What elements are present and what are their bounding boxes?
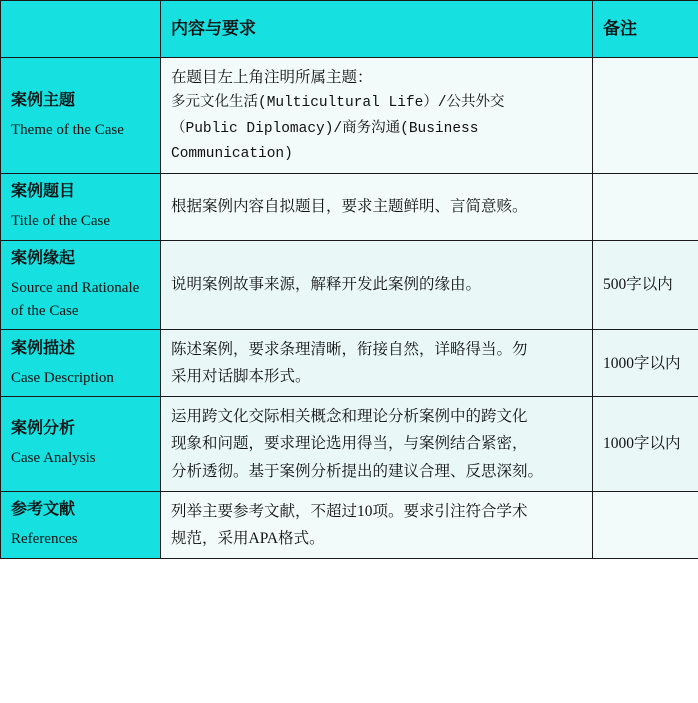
content-line: 在题目左上角注明所属主题： <box>171 69 373 86</box>
label-en: Title of the Case <box>11 213 111 230</box>
content-line: Communication) <box>171 145 293 162</box>
row-content-analysis <box>161 397 593 491</box>
label-cn: 案例主题 <box>11 92 76 109</box>
label-cn: 案例缘起 <box>11 249 76 267</box>
row-note-references <box>593 491 698 558</box>
row-note-description: 1000字以内 <box>593 330 698 397</box>
content-line: （Public Diplomacy)/商务沟通(Business <box>171 120 479 137</box>
row-note-title <box>593 174 698 240</box>
table-row <box>1 174 698 240</box>
header-blank-cell <box>1 1 161 58</box>
row-label-source <box>1 240 161 330</box>
content-line: 列举主要参考文献，不超过10项。要求引注符合学术 <box>171 502 528 520</box>
table-row <box>1 330 698 397</box>
row-content-description <box>161 330 593 397</box>
label-cn: 案例描述 <box>11 339 76 357</box>
table-header-row <box>1 1 698 58</box>
label-cn: 案例题目 <box>11 183 76 201</box>
label-en: Source and Rationale of the Case <box>11 279 140 319</box>
label-cn: 案例分析 <box>11 420 76 438</box>
content-line: 分析透彻。基于案例分析提出的建议合理、反思深刻。 <box>171 462 544 480</box>
row-content-source <box>161 240 593 330</box>
header-note-cell: 备注 <box>593 1 698 58</box>
table-row <box>1 397 698 491</box>
row-content-references <box>161 491 593 558</box>
row-label-theme <box>1 58 161 174</box>
row-note-theme <box>593 58 698 174</box>
content-line: 说明案例故事来源，解释开发此案例的缘由。 <box>171 276 482 294</box>
label-en: Case Description <box>11 369 114 386</box>
content-line: 根据案例内容自拟题目，要求主题鲜明、言简意赅。 <box>171 198 528 216</box>
label-en: Case Analysis <box>11 450 96 467</box>
table-row <box>1 58 698 174</box>
content-line: 规范，采用APA格式。 <box>171 529 325 547</box>
row-label-analysis <box>1 397 161 491</box>
header-content-cell: 内容与要求 <box>161 1 593 58</box>
content-line: 多元文化生活(Multicultural Life）/公共外交 <box>171 95 505 112</box>
content-line: 采用对话脚本形式。 <box>171 368 311 386</box>
content-line: 运用跨文化交际相关概念和理论分析案例中的跨文化 <box>171 408 528 426</box>
row-content-title <box>161 174 593 240</box>
row-content-theme <box>161 58 593 174</box>
table-row <box>1 240 698 330</box>
label-cn: 参考文献 <box>11 501 76 519</box>
table-row <box>1 491 698 558</box>
label-en: Theme of the Case <box>11 122 124 138</box>
row-note-analysis: 1000字以内 <box>593 397 698 491</box>
content-line: 现象和问题，要求理论选用得当，与案例结合紧密， <box>171 435 528 453</box>
row-label-references <box>1 491 161 558</box>
row-label-description <box>1 330 161 397</box>
row-label-title <box>1 174 161 240</box>
label-en: References <box>11 531 78 548</box>
row-note-source: 500字以内 <box>593 240 698 330</box>
content-line: 陈述案例，要求条理清晰，衔接自然，详略得当。勿 <box>171 341 528 358</box>
